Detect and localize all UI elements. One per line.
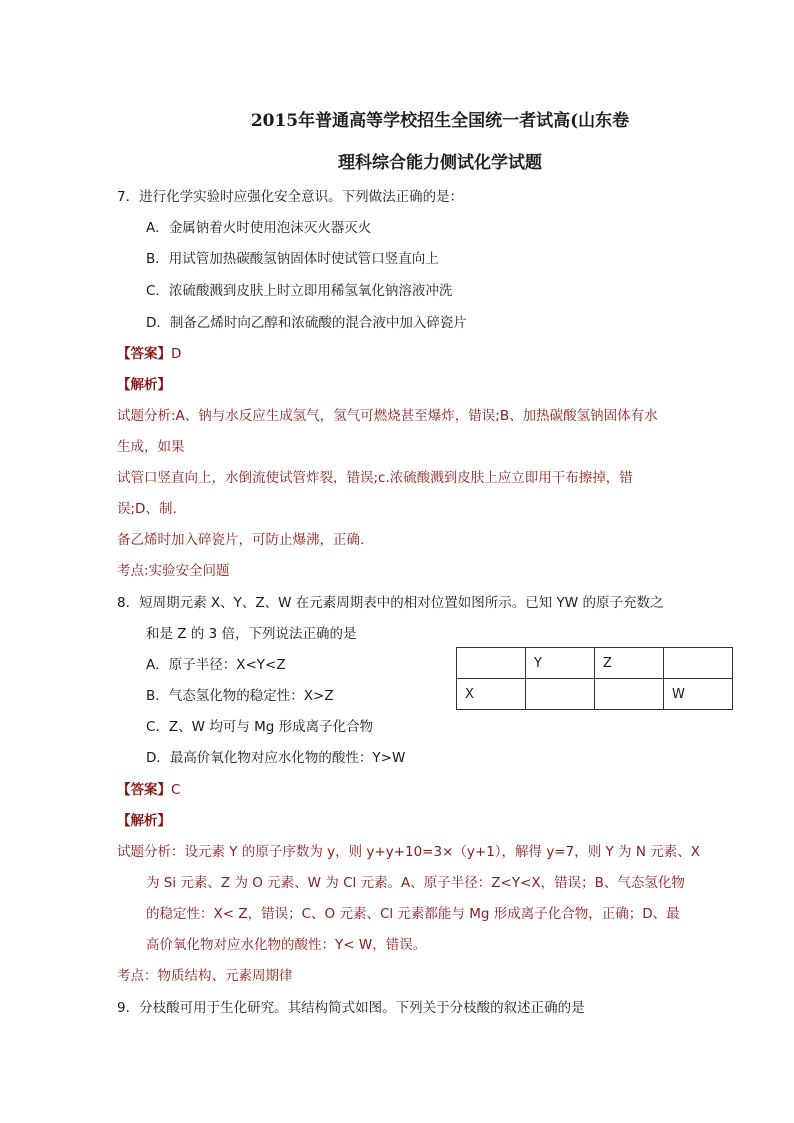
q8-stem-cont: 和是 Z 的 3 倍，下列说法正确的是	[146, 626, 357, 642]
q7-option-d: D．制备乙烯时向乙醇和浓硫酸的混合液中加入碎瓷片	[146, 315, 467, 331]
q9-stem: 9．分枝酸可用于生化研究。其结构简式如图。下列关于分枝酸的叙述正确的是	[117, 1000, 585, 1016]
table-row	[457, 648, 733, 679]
document-subtitle: 理科综合能力侧试化学试题	[338, 153, 542, 173]
q7-analysis-line: 生成，如果	[117, 439, 185, 455]
table-cell: Y	[526, 648, 595, 679]
q7-analysis-line: 误;D、制.	[117, 501, 177, 517]
table-cell	[664, 648, 733, 679]
q7-analysis-label: 【解析】	[117, 377, 171, 393]
q8-analysis-line: 试题分析：设元素 Y 的原子序数为 y，则 y+y+10=3×（y+1），解得 y=7，则 Y 为 N 元素、X	[117, 844, 700, 860]
q8-analysis-label: 【解析】	[117, 813, 171, 829]
table-cell: W	[664, 679, 733, 710]
q8-analysis-line: 高价氧化物对应水化物的酸性：Y< W，错误。	[146, 937, 427, 953]
q7-option-c: C．浓硫酸溅到皮肤上时立即用稀氢氧化钠溶液冲洗	[146, 283, 453, 299]
table-cell	[526, 679, 595, 710]
q8-answer	[117, 781, 180, 799]
answer-label: 【答案】	[117, 782, 171, 798]
table-cell: Z	[595, 648, 664, 679]
q7-option-a: A．金属钠着火时使用泡沫灭火器灭火	[146, 220, 372, 236]
table-row	[457, 679, 733, 710]
answer-value: C	[171, 782, 181, 798]
q7-option-b: B．用试管加热碳酸氢钠固体时使试管口竖直向上	[146, 251, 439, 267]
q8-stem: 8．短周期元素 X、Y、Z、W 在元素周期表中的相对位置如图所示。已知 YW 的原子充数之	[117, 595, 664, 611]
answer-value: D	[171, 346, 182, 362]
q8-option-d: D．最高价氧化物对应水化物的酸性：Y>W	[146, 750, 406, 766]
periodic-position-table	[456, 647, 733, 710]
document-title: 2015年普通高等学校招生全国统一者试高(山东卷	[250, 111, 630, 131]
q7-answer	[117, 345, 181, 363]
q8-option-a: A．原子半径：X<Y<Z	[146, 657, 286, 673]
q8-exam-point: 考点：物质结构、元素周期律	[117, 968, 293, 984]
table-cell	[457, 648, 526, 679]
table-cell	[595, 679, 664, 710]
table-cell: X	[457, 679, 526, 710]
q7-stem: 7．进行化学实验时应强化安全意识。下列做法正确的是：	[117, 189, 464, 205]
q7-exam-point: 考点:实验安全问题	[117, 563, 230, 579]
q8-analysis-line: 为 Si 元素、Z 为 O 元素、W 为 Cl 元素。A、原子半径：Z<Y<X，错误；B、气态氢化物	[146, 875, 685, 891]
q8-analysis-line: 的稳定性：X< Z，错误；C、O 元素、Cl 元素都能与 Mg 形成离子化合物，正确；D、最	[146, 906, 680, 922]
answer-label: 【答案】	[117, 346, 171, 362]
q7-analysis-line: 试题分析:A、钠与水反应生成氢气，氢气可燃烧甚至爆炸，错误;B、加热碳酸氢钠固体有水	[117, 408, 658, 424]
q7-analysis-line: 试管口竖直向上，水倒流使试管炸裂，错误;c.浓硫酸溅到皮肤上应立即用干布擦掉，错	[117, 470, 633, 486]
q8-option-c: C．Z、W 均可与 Mg 形成离子化合物	[146, 719, 374, 735]
q7-analysis-line: 备乙烯时加入碎瓷片，可防止爆沸，正确.	[117, 532, 365, 548]
q8-option-b: B．气态氢化物的稳定性：X>Z	[146, 688, 334, 704]
